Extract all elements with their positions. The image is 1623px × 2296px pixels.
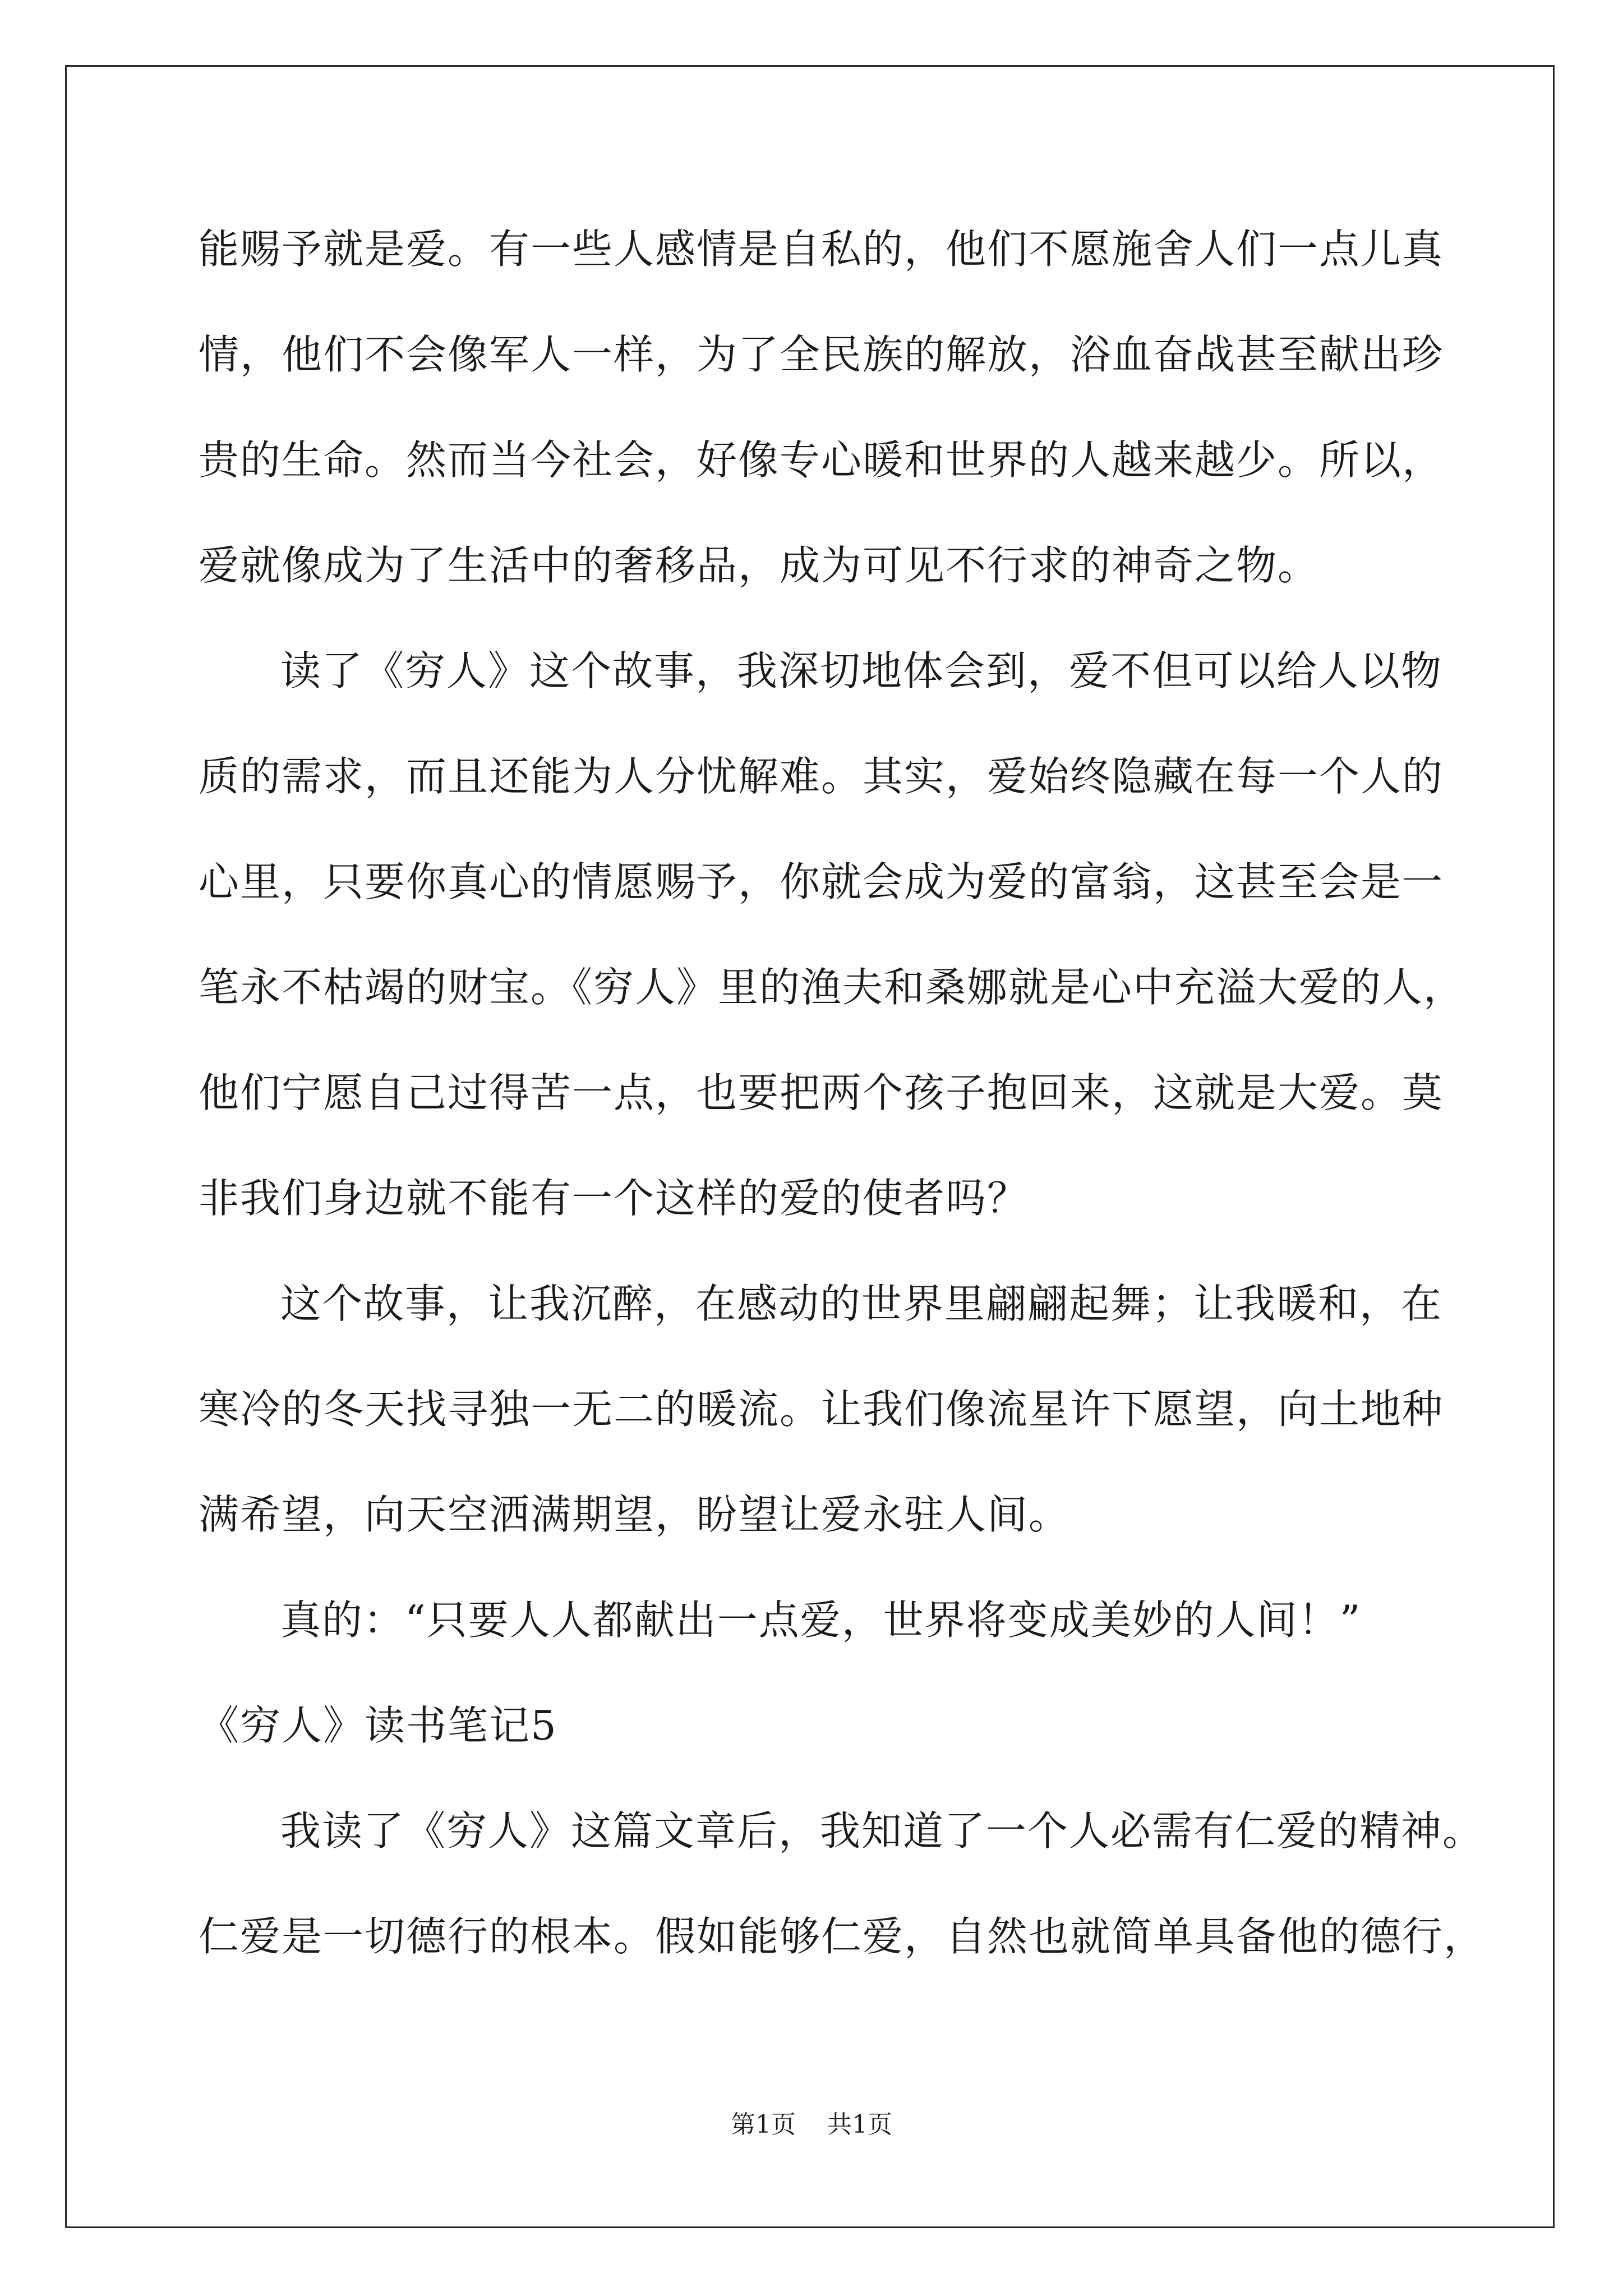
page-total: 共1页 — [827, 2110, 892, 2139]
text-line: 仁爱是一切德行的根本。假如能够仁爱，自然也就简单具备他的德行， — [199, 1913, 1486, 1960]
section-heading: 《穷人》读书笔记5 — [199, 1702, 557, 1749]
text-line: 非我们身边就不能有一个这样的爱的使者吗？ — [199, 1175, 1029, 1222]
text-line: 情，他们不会像军人一样，为了全民族的解放，浴血奋战甚至献出珍 — [199, 331, 1444, 378]
text-line: 质的需求，而且还能为人分忧解难。其实，爱始终隐藏在每一个人的 — [199, 753, 1444, 800]
page-footer — [0, 2108, 1623, 2142]
document-body — [199, 221, 1486, 2014]
text-line: 能赐予就是爱。有一些人感情是自私的，他们不愿施舍人们一点儿真 — [199, 226, 1444, 273]
page-number: 第1页 — [731, 2110, 796, 2139]
text-line: 寒冷的冬天找寻独一无二的暖流。让我们像流星许下愿望，向土地种 — [199, 1386, 1444, 1433]
paragraph-start-line: 读了《穷人》这个故事，我深切地体会到，爱不但可以给人以物 — [280, 647, 1443, 694]
text-line: 笔永不枯竭的财宝。《穷人》里的渔夫和桑娜就是心中充溢大爱的人， — [199, 964, 1465, 1011]
quote-line: 真的：“只要人人都献出一点爱，世界将变成美妙的人间！” — [280, 1596, 1362, 1644]
text-line: 满希望，向天空洒满期望，盼望让爱永驻人间。 — [199, 1491, 1071, 1538]
text-line: 心里，只要你真心的情愿赐予，你就会成为爱的富翁，这甚至会是一 — [199, 858, 1444, 905]
paragraph-start-line: 我读了《穷人》这篇文章后，我知道了一个人必需有仁爱的精神。 — [280, 1807, 1484, 1855]
text-line: 贵的生命。然而当今社会，好像专心暖和世界的人越来越少。所以， — [199, 436, 1444, 484]
text-line: 爱就像成为了生活中的奢移品，成为可见不行求的神奇之物。 — [199, 542, 1320, 589]
text-line: 他们宁愿自己过得苦一点，也要把两个孩子抱回来，这就是大爱。莫 — [199, 1069, 1444, 1116]
paragraph-start-line: 这个故事，让我沉醉，在感动的世界里翩翩起舞；让我暖和，在 — [280, 1280, 1443, 1327]
